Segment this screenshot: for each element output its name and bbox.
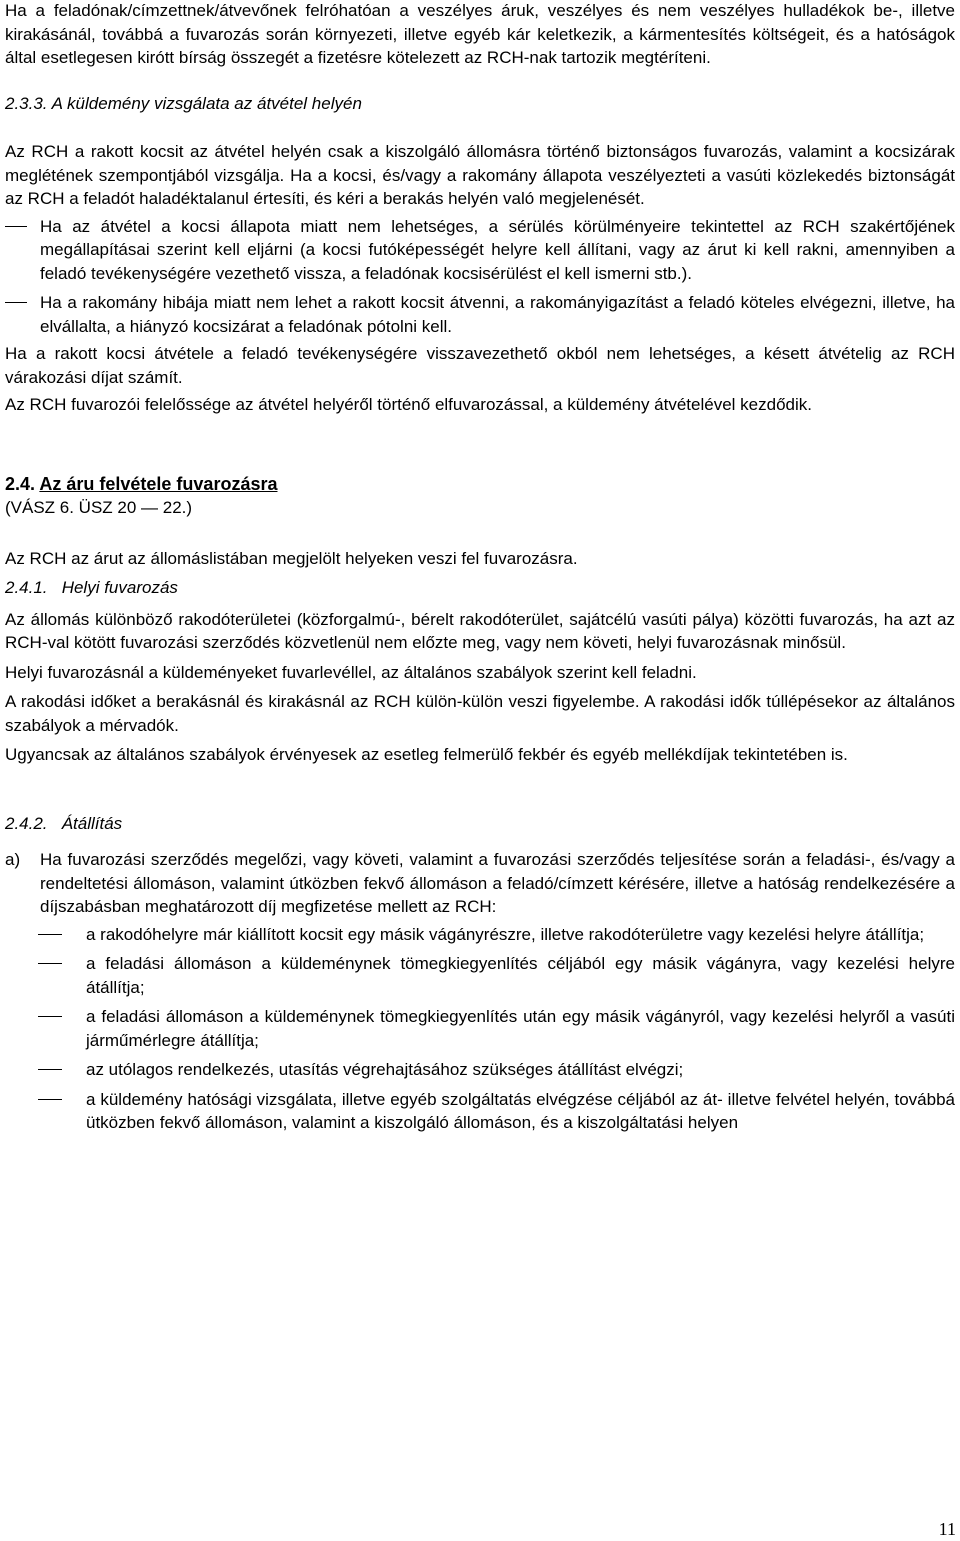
dash-bullet-icon bbox=[38, 1016, 62, 1017]
s242-subitem-5-text: a küldemény hatósági vizsgálata, illetve egyéb szolgáltatás elvégzése céljából az át- illetve felvétel helyén, továbbá ütközben fekvő állomáson, valamint a kiszolgáló állomáson, és a kiszolgáltatási helyen bbox=[86, 1089, 955, 1132]
s233-bullet-1 bbox=[5, 215, 955, 286]
s24-paragraph-1: Az RCH az árut az állomáslistában megjelölt helyeken veszi fel fuvarozásra. bbox=[5, 548, 578, 568]
s242-subitem-4 bbox=[5, 1058, 955, 1082]
s233-bullet-2 bbox=[5, 291, 955, 338]
s242-subitem-2 bbox=[5, 952, 955, 999]
s242-item-a bbox=[5, 848, 955, 919]
s241-paragraph-3: A rakodási időket a berakásnál és kirakásnál az RCH külön-külön veszi figyelembe. A rakodási idők túllépésekor az általános szabályok a mérvadók. bbox=[5, 692, 955, 735]
dash-bullet-icon bbox=[38, 1099, 62, 1100]
item-a-text: Ha fuvarozási szerződés megelőzi, vagy követi, valamint a fuvarozási szerződés teljesítése során a feladási-, és/vagy a rendeltetési állomáson, valamint útközben fekvő állomáson a feladó/címzett kérésére, illetve a hatóság rendelkezésére a díjszabásban meghatározott díj megfizetése mellett az RCH: bbox=[40, 850, 955, 916]
section-2-4-number: 2.4. bbox=[5, 473, 36, 494]
s242-subitem-1 bbox=[5, 923, 955, 947]
dash-bullet-icon bbox=[38, 934, 62, 935]
s242-subitem-5 bbox=[5, 1088, 955, 1135]
s233-paragraph-3: Az RCH fuvarozói felelőssége az átvétel helyéről történő elfuvarozással, a küldemény átvételével kezdődik. bbox=[5, 395, 812, 414]
s241-paragraph-2: Helyi fuvarozásnál a küldeményeket fuvarlevéllel, az általános szabályok szerint kell feladni. bbox=[5, 662, 697, 682]
s233-bullet-1-text: Ha az átvétel a kocsi állapota miatt nem lehetséges, a sérülés körülményeire tekintettel az RCH szakértőjének megállapításai szerint kell eljárni (a kocsi futóképességét helyre kell állítani, vagy az árut ki kell rakni, amennyiben a feladó tevékenységére vezethető vissza, a feladónak kocsisérülést el kell ismerni stb.). bbox=[40, 216, 955, 283]
section-2-3-3-heading: 2.3.3. A küldemény vizsgálata az átvétel helyén bbox=[5, 93, 362, 113]
s242-subitem-4-text: az utólagos rendelkezés, utasítás végrehajtásához szükséges átállítást elvégzi; bbox=[86, 1060, 684, 1079]
s242-subitem-3-text: a feladási állomáson a küldeménynek tömegkiegyenlítés után egy másik vágányról, vagy kezelési helyről a vasúti járműmérlegre átállítja; bbox=[86, 1007, 955, 1050]
section-2-4-reference: (VÁSZ 6. ÜSZ 20 — 22.) bbox=[5, 498, 193, 517]
s233-bullet-2-text: Ha a rakomány hibája miatt nem lehet a rakott kocsit átvenni, a rakományigazítást a feladó köteles elvégezni, illetve, ha elvállalta, a hiányzó kocsizárat a feladónak pótolni kell. bbox=[40, 293, 955, 336]
item-a-marker: a) bbox=[5, 850, 21, 869]
dash-bullet-icon bbox=[38, 1069, 62, 1070]
document-page bbox=[5, 0, 955, 1135]
section-2-4-2-heading: 2.4.2. Átállítás bbox=[5, 813, 123, 833]
dash-bullet-icon bbox=[5, 226, 27, 227]
s242-subitem-1-text: a rakodóhelyre már kiállított kocsit egy másik vágányrészre, illetve rakodóterületre vagy kezelési helyre átállítja; bbox=[86, 924, 925, 944]
s242-subitem-3 bbox=[5, 1005, 955, 1052]
s241-paragraph-4: Ugyancsak az általános szabályok érvényesek az esetleg felmerülő fekbér és egyéb mellékdíjak tekintetében is. bbox=[5, 745, 848, 764]
page-number: 11 bbox=[938, 1519, 956, 1539]
s233-paragraph-2: Ha a rakott kocsi átvétele a feladó tevékenységére visszavezethető okból nem lehetséges, a késett átvételig az RCH várakozási díjat számít. bbox=[5, 344, 955, 387]
s233-paragraph-1: Az RCH a rakott kocsit az átvétel helyén csak a kiszolgáló állomásra történő biztonságos fuvarozás, valamint a kocsizárak meglétének szempontjából vizsgálja. Ha a kocsi, és/vagy a rakomány állapota veszélyezteti a vasúti közlekedés biztonságát az RCH a feladót haladéktalanul értesíti, és kéri a berakás helyén való megjelenését. bbox=[5, 142, 955, 208]
dash-bullet-icon bbox=[5, 302, 27, 303]
s241-paragraph-1: Az állomás különböző rakodóterületei (közforgalmú-, bérelt rakodóterület, sajátcélú vasúti pálya) közötti fuvarozás, ha azt az RCH-val kötött fuvarozási szerződés közvetlenül nem előzte meg, vagy nem követi, helyi fuvarozásnak minősül. bbox=[5, 609, 955, 652]
section-2-4-1-heading: 2.4.1. Helyi fuvarozás bbox=[5, 578, 178, 597]
section-2-4-title: Az áru felvétele fuvarozásra bbox=[39, 473, 278, 494]
section-2-4-heading bbox=[5, 473, 955, 497]
intro-paragraph: Ha a feladónak/címzettnek/átvevőnek felróhatóan a veszélyes áruk, veszélyes és nem veszélyes hulladékok be-, illetve kirakásánál, továbbá a fuvarozás során környezeti, illetve egyéb kár keletkezik, a kármentesítés költségeit, és a hatóságok által esetlegesen kirótt bírság összegét a fizetésre kötelezett az RCH-nak tartozik megtéríteni. bbox=[5, 1, 955, 67]
s242-subitem-2-text: a feladási állomáson a küldeménynek tömegkiegyenlítés céljából egy másik vágányra, vagy kezelési helyre átállítja; bbox=[86, 954, 955, 997]
dash-bullet-icon bbox=[38, 963, 62, 964]
